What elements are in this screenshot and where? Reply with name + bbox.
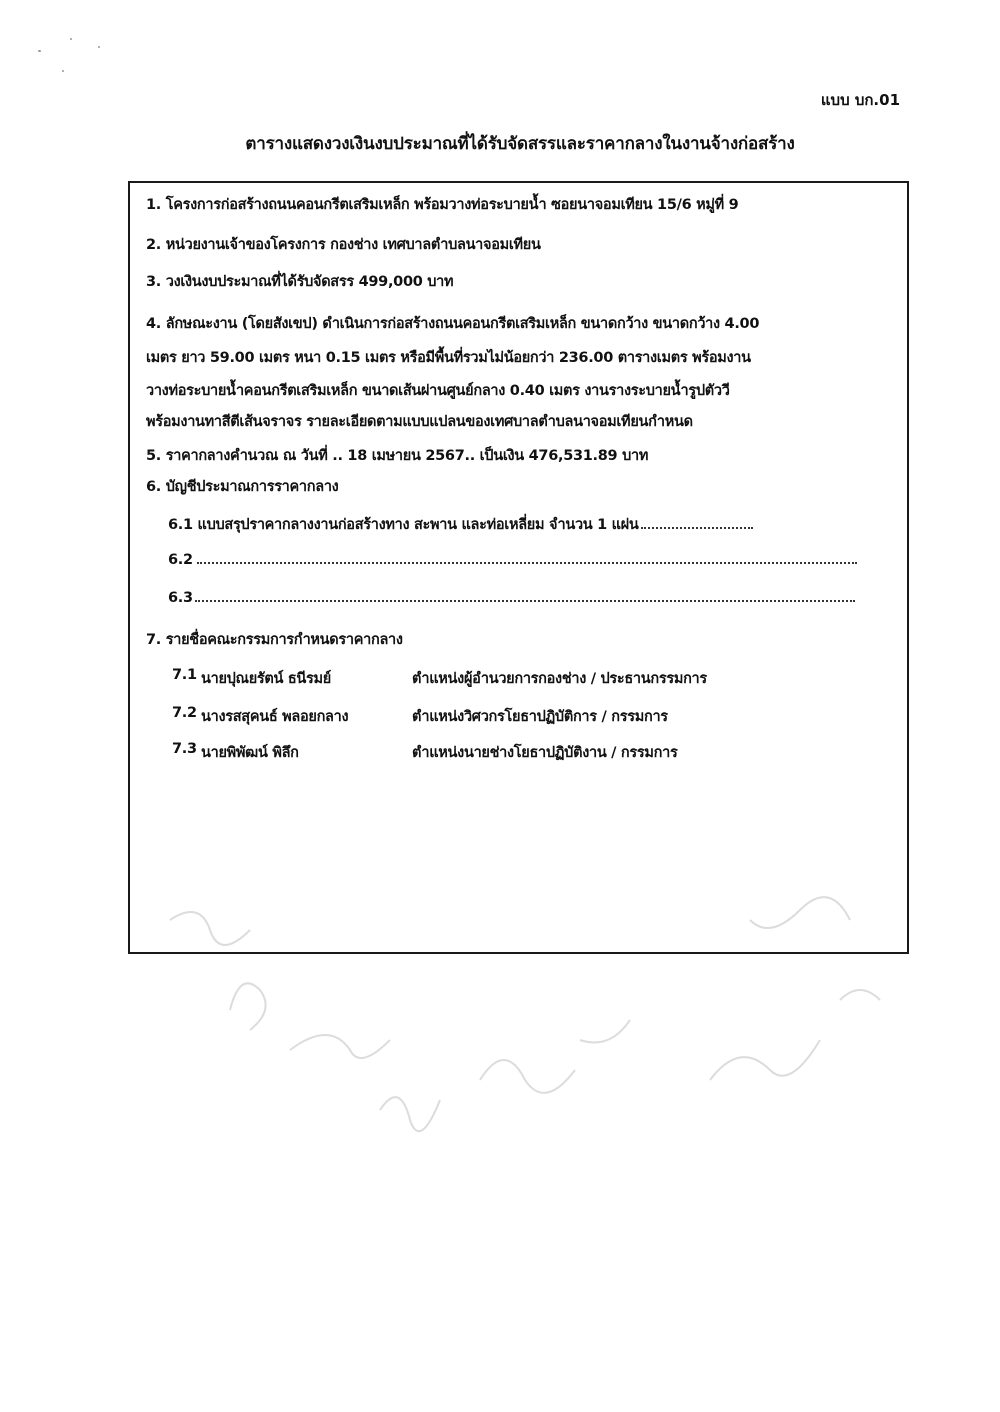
item-6-1 <box>168 513 753 536</box>
item-4-line: 4. ลักษณะงาน (โดยสังเขป) ดำเนินการก่อสร้างถนนคอนกรีตเสริมเหล็ก ขนาดกว้าง ขนาดกว้าง 4.00 <box>146 316 760 332</box>
committee-member-role: ตำแหน่งวิศวกรโยธาปฏิบัติการ / กรรมการ <box>412 709 668 725</box>
item-6-1-text: 6.1 แบบสรุปราคากลางงานก่อสร้างทาง สะพาน และท่อเหลี่ยม จำนวน 1 แผ่น <box>168 517 639 533</box>
committee-member-role: ตำแหน่งนายช่างโยธาปฏิบัติงาน / กรรมการ <box>412 745 678 761</box>
dotted-leader <box>195 599 855 602</box>
committee-member-name: นายพิพัฒน์ พิลึก <box>201 745 299 761</box>
faint-signature-marks <box>150 880 910 1180</box>
scan-speck <box>38 50 41 52</box>
item-4-line: พร้อมงานทาสีตีเส้นจราจร รายละเอียดตามแบบแปลนของเทศบาลตำบลนาจอมเทียนกำหนด <box>146 414 693 430</box>
committee-member-name: นางรสสุคนธ์ พลอยกลาง <box>201 709 349 725</box>
scan-speck <box>62 70 64 72</box>
item-1-project: 1. โครงการก่อสร้างถนนคอนกรีตเสริมเหล็ก พร้อมวางท่อระบายน้ำ ซอยนาจอมเทียน 15/6 หมู่ที่ 9 <box>146 197 739 213</box>
dotted-leader <box>197 561 857 564</box>
committee-member-role: ตำแหน่งผู้อำนวยการกองช่าง / ประธานกรรมการ <box>412 671 707 687</box>
item-6-2-text: 6.2 <box>168 552 193 568</box>
item-4-line: เมตร ยาว 59.00 เมตร หนา 0.15 เมตร หรือมีพื้นที่รวมไม่น้อยกว่า 236.00 ตารางเมตร พร้อมงาน <box>146 350 751 366</box>
scan-speck <box>70 38 72 40</box>
item-6-estimate-heading: 6. บัญชีประมาณการราคากลาง <box>146 479 339 495</box>
dotted-leader <box>641 526 753 529</box>
item-5-median-price: 5. ราคากลางคำนวณ ณ วันที่ .. 18 เมษายน 2567.. เป็นเงิน 476,531.89 บาท <box>146 448 649 464</box>
document-title: ตารางแสดงวงเงินงบประมาณที่ได้รับจัดสรรและราคากลางในงานจ้างก่อสร้าง <box>245 134 795 154</box>
item-6-2 <box>168 552 857 568</box>
item-2-owner-agency: 2. หน่วยงานเจ้าของโครงการ กองช่าง เทศบาลตำบลนาจอมเทียน <box>146 237 541 253</box>
item-6-3-text: 6.3 <box>168 590 193 606</box>
committee-member-number: 7.2 <box>172 705 197 721</box>
form-code: แบบ บก.01 <box>820 91 900 109</box>
item-7-committee-heading: 7. รายชื่อคณะกรรมการกำหนดราคากลาง <box>146 632 403 648</box>
committee-member-number: 7.3 <box>172 741 197 757</box>
item-3-budget: 3. วงเงินงบประมาณที่ได้รับจัดสรร 499,000 บาท <box>146 274 454 290</box>
committee-member-name: นายปุณยรัตน์ ธนีรมย์ <box>201 671 331 687</box>
item-4-line: วางท่อระบายน้ำคอนกรีตเสริมเหล็ก ขนาดเส้นผ่านศูนย์กลาง 0.40 เมตร งานรางระบายน้ำรูปตัววี <box>146 383 730 399</box>
committee-member-number: 7.1 <box>172 667 197 683</box>
item-6-3 <box>168 590 855 606</box>
scan-speck <box>98 46 100 48</box>
